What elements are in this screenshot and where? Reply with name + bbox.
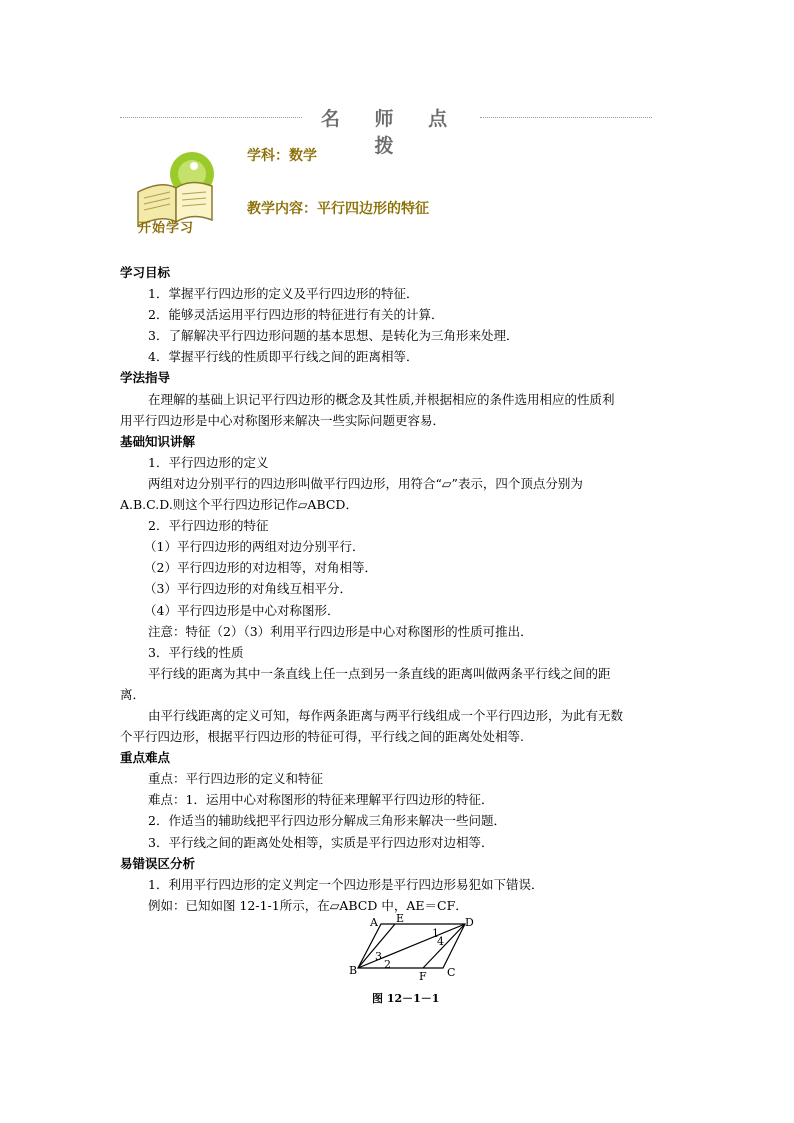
start-learning-label: 开始学习 — [138, 221, 195, 236]
list-item: 3．了解解决平行四边形问题的基本思想、是转化为三角形来处理． — [148, 328, 519, 344]
paragraph-line: A.B.C.D.则这个平行四边形记作▱ABCD． — [120, 497, 358, 513]
label-f: F — [419, 970, 427, 980]
paragraph-line: 个平行四边形，根据平行四边形的特征可得，平行线之间的距离处处相等. — [120, 729, 524, 745]
label-d: D — [465, 916, 474, 929]
paragraph-line: 2．作适当的辅助线把平行四边形分解成三角形来解决一些问题． — [148, 813, 506, 829]
banner-title: 名 师 点 拨 — [320, 108, 462, 157]
angle-label-3: 3 — [375, 950, 382, 963]
paragraph-line: 两组对边分别平行的四边形叫做平行四边形，用符合“▱”表示，四个顶点分别为 — [148, 475, 583, 491]
paragraph-line: 3．平行线的性质 — [148, 644, 244, 660]
angle-label-4: 4 — [437, 935, 444, 948]
paragraph-line: 注意：特征（2）（3）利用平行四边形是中心对称图形的性质可推出． — [148, 623, 533, 639]
paragraph-line: （3）平行四边形的对角线互相平分． — [144, 581, 352, 597]
section-title: 易错误区分析 — [120, 855, 196, 871]
angle-label-1: 1 — [432, 927, 439, 940]
label-c: C — [447, 966, 456, 979]
label-b: B — [349, 964, 358, 977]
parallelogram-figure — [345, 910, 475, 980]
paragraph-line: （2）平行四边形的对边相等，对角相等． — [144, 560, 377, 576]
paragraph-line: 重点：平行四边形的定义和特征 — [148, 771, 324, 787]
paragraph-line: 难点：1．运用中心对称图形的特征来理解平行四边形的特征． — [148, 792, 494, 808]
paragraph-line: （4）平行四边形是中心对称图形． — [144, 602, 340, 618]
banner-divider-right — [480, 117, 652, 118]
paragraph-line: （1）平行四边形的两组对边分别平行． — [144, 539, 365, 555]
paragraph-line: 3．平行线之间的距离处处相等，实质是平行四边形对边相等． — [148, 834, 494, 850]
subject-line: 学科：数学 — [247, 148, 317, 164]
paragraph-line: 用平行四边形是中心对称图形来解决一些实际问题更容易． — [120, 412, 446, 428]
paragraph-line: 在理解的基础上识记平行四边形的概念及其性质,并根据相应的条件选用相应的性质利 — [148, 391, 615, 407]
document-body — [120, 262, 680, 916]
paragraph-line: 例如：已知如图 12-1-1所示，在▱ABCD 中，AE＝CF． — [148, 897, 468, 913]
section-title: 学法指导 — [120, 370, 171, 386]
list-item: 1．掌握平行四边形的定义及平行四边形的特征． — [148, 286, 419, 302]
figure-caption: 图 12－1－1 — [372, 992, 440, 1005]
paragraph-line: 1．平行四边形的定义 — [148, 454, 269, 470]
paragraph-line: 2．平行四边形的特征 — [148, 518, 269, 534]
paragraph-line: 1．利用平行四边形的定义判定一个四边形是平行四边形易犯如下错误． — [148, 876, 544, 892]
label-e: E — [396, 912, 405, 925]
list-item: 4．掌握平行线的性质即平行线之间的距离相等． — [148, 349, 419, 365]
list-item: 2．能够灵活运用平行四边形的特征进行有关的计算． — [148, 307, 444, 323]
paragraph-line: 平行线的距离为其中一条直线上任一点到另一条直线的距离叫做两条平行线之间的距 — [148, 665, 611, 681]
banner-divider-left — [120, 117, 302, 118]
section-title: 学习目标 — [120, 265, 171, 280]
section-title: 重点难点 — [120, 750, 171, 766]
paragraph-line: 离． — [120, 686, 146, 702]
section-title: 基础知识讲解 — [120, 433, 196, 449]
paragraph-line: 由平行线距离的定义可知，每作两条距离与两平行线组成一个平行四边形，为此有无数 — [148, 707, 624, 723]
angle-label-2: 2 — [384, 958, 391, 971]
content-line: 教学内容：平行四边形的特征 — [247, 201, 429, 217]
label-a: A — [370, 916, 378, 929]
